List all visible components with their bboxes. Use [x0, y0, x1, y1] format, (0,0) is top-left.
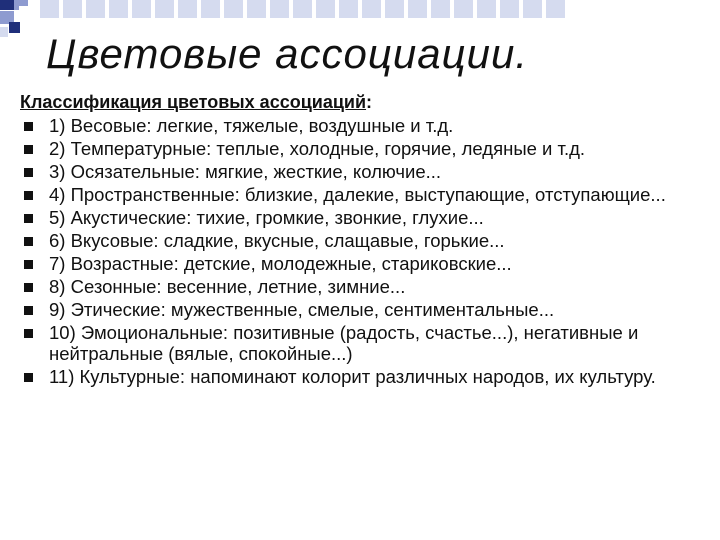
deco-square — [546, 0, 565, 18]
list-item — [20, 230, 700, 251]
deco-square — [109, 0, 128, 18]
deco-square — [86, 0, 105, 18]
deco-square — [224, 0, 243, 18]
deco-square — [0, 0, 14, 10]
slide-title: Цветовые ассоциации. — [46, 30, 528, 77]
list-item — [20, 366, 700, 387]
list-item-text: 4) Пространственные: близкие, далекие, выступающие, отступающие... — [49, 184, 666, 205]
deco-square — [431, 0, 450, 18]
list-item-text: 1) Весовые: легкие, тяжелые, воздушные и т.д. — [49, 115, 454, 136]
list-item-text: 5) Акустические: тихие, громкие, звонкие, глухие... — [49, 207, 484, 228]
square-bullet-icon — [24, 191, 33, 200]
square-bullet-icon — [24, 283, 33, 292]
square-bullet-icon — [24, 329, 33, 338]
section-heading — [20, 91, 700, 113]
deco-square — [362, 0, 381, 18]
deco-square — [316, 0, 335, 18]
list-item-text: 9) Этические: мужественные, смелые, сентиментальные... — [49, 299, 555, 320]
list-item — [20, 207, 700, 228]
list-item — [20, 253, 700, 274]
section-heading-colon: : — [366, 92, 373, 112]
list-item-text: 8) Сезонные: весенние, летние, зимние... — [49, 276, 406, 297]
list-item — [20, 161, 700, 182]
deco-square — [40, 0, 59, 18]
list-item-text: 10) Эмоциональные: позитивные (радость, счастье...), негативные и нейтральные (вялые, спокойные...) — [49, 322, 639, 364]
deco-square — [178, 0, 197, 18]
deco-square — [385, 0, 404, 18]
deco-square — [339, 0, 358, 18]
list-item — [20, 299, 700, 320]
deco-square — [270, 0, 289, 18]
deco-square — [63, 0, 82, 18]
deco-square — [9, 22, 20, 33]
deco-square — [247, 0, 266, 18]
list-item — [20, 184, 700, 205]
list-item-text: 3) Осязательные: мягкие, жесткие, колючие... — [49, 161, 442, 182]
deco-square — [19, 6, 31, 18]
slide-content — [20, 91, 700, 389]
list-item — [20, 322, 700, 364]
deco-square — [408, 0, 427, 18]
list-item — [20, 115, 700, 136]
deco-square — [0, 27, 8, 37]
square-bullet-icon — [24, 306, 33, 315]
square-bullet-icon — [24, 260, 33, 269]
square-bullet-icon — [24, 145, 33, 154]
deco-square — [500, 0, 519, 18]
list-item-text: 6) Вкусовые: сладкие, вкусные, слащавые, горькие... — [49, 230, 505, 251]
deco-square — [477, 0, 496, 18]
deco-square — [201, 0, 220, 18]
deco-square — [155, 0, 174, 18]
deco-square — [293, 0, 312, 18]
deco-square — [454, 0, 473, 18]
list-item — [20, 276, 700, 297]
association-list — [20, 115, 700, 387]
list-item-text: 2) Температурные: теплые, холодные, горячие, ледяные и т.д. — [49, 138, 586, 159]
deco-square — [132, 0, 151, 18]
square-bullet-icon — [24, 122, 33, 131]
list-item-text: 11) Культурные: напоминают колорит различных народов, их культуру. — [49, 366, 656, 387]
square-bullet-icon — [24, 214, 33, 223]
square-bullet-icon — [24, 237, 33, 246]
square-bullet-icon — [24, 168, 33, 177]
list-item-text: 7) Возрастные: детские, молодежные, стариковские... — [49, 253, 512, 274]
list-item — [20, 138, 700, 159]
section-heading-label: Классификация цветовых ассоциаций — [20, 92, 367, 112]
square-bullet-icon — [24, 373, 33, 382]
deco-square — [523, 0, 542, 18]
